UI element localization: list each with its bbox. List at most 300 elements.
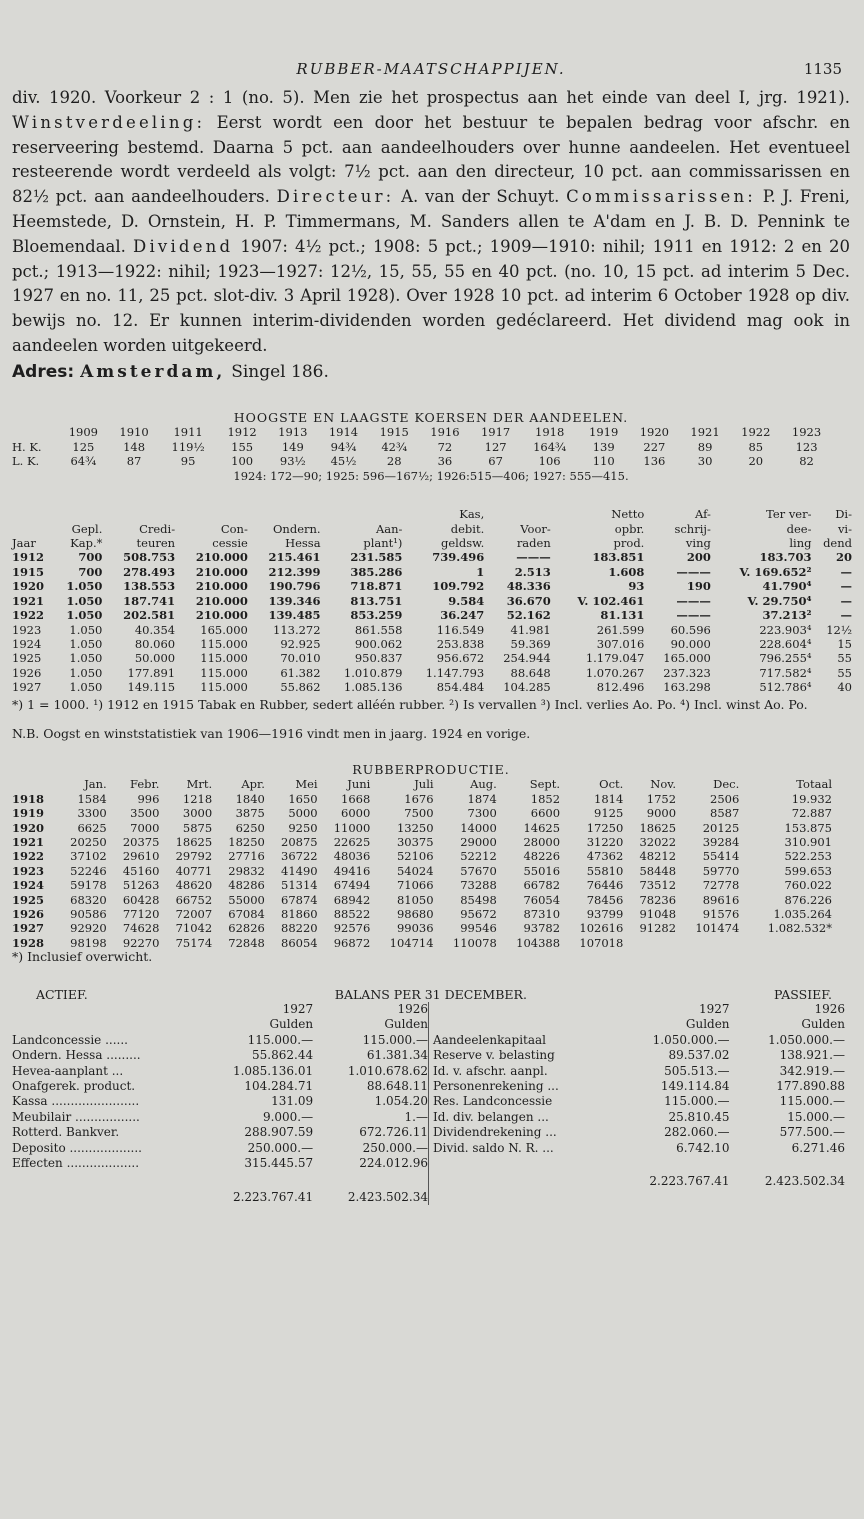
financial-cell: 190.796 xyxy=(268,579,321,594)
financial-cell: 1.050 xyxy=(69,622,103,637)
koersen-year: 1914 xyxy=(328,425,359,440)
rubber-cell: 74628 xyxy=(122,921,160,936)
financial-row xyxy=(12,680,852,694)
financial-row xyxy=(12,623,852,637)
rubber-cell: 58448 xyxy=(639,863,677,878)
rubber-cell: 67874 xyxy=(281,892,318,907)
rubber-cell: 81860 xyxy=(281,907,318,922)
rubber-month-header: Aug. xyxy=(470,777,497,792)
rubber-cell: 101474 xyxy=(695,921,740,936)
rubber-month-header: Mrt. xyxy=(186,777,213,792)
actief-item-1927: 288.907.59 xyxy=(244,1125,314,1140)
rubber-cell: 91576 xyxy=(702,907,740,922)
financial-cell: 210.000 xyxy=(195,550,248,565)
rubber-cell: 22625 xyxy=(333,834,371,849)
passief-unit-1926: Gulden xyxy=(801,1017,845,1032)
financial-header-cell: Netto xyxy=(611,507,645,522)
rubber-cell: 68942 xyxy=(333,892,371,907)
financial-header-cell: debit. xyxy=(450,521,485,536)
koersen-high-value: 125 xyxy=(72,439,95,454)
financial-cell: 183.851 xyxy=(592,550,645,565)
financial-cell: ——— xyxy=(676,564,711,579)
financial-cell: 9.584 xyxy=(448,593,485,608)
koersen-high-value: 72 xyxy=(437,439,453,454)
financial-row xyxy=(12,565,852,579)
koersen-year: 1915 xyxy=(379,425,409,440)
rubber-cell: 1814 xyxy=(594,791,624,806)
rubber-cell: 29792 xyxy=(175,849,213,864)
financial-header-cell: Af- xyxy=(695,507,711,522)
financial-header-cell xyxy=(12,522,52,536)
financial-cell: 1922 xyxy=(12,608,45,623)
actief-item-1926: 672.726.11 xyxy=(359,1125,428,1140)
passief-row xyxy=(433,1033,845,1048)
financial-cell: 254.944 xyxy=(503,651,551,666)
passief-item-1927: 115.000.— xyxy=(664,1094,730,1109)
rubber-cell: 1.035.264 xyxy=(773,907,832,922)
rubber-month-header: Mei xyxy=(295,777,318,792)
financial-row xyxy=(12,579,852,593)
passief-item-name: Personenrekening ... xyxy=(433,1079,559,1094)
financial-cell: 1.085.136 xyxy=(343,680,403,695)
koersen-high-value: 42¾ xyxy=(381,439,408,454)
rubber-cell: 107018 xyxy=(579,935,624,950)
rubber-cell: 1921 xyxy=(12,834,45,849)
passief-item-1927: 1.050.000.— xyxy=(652,1032,730,1047)
financial-header-cell: Ter ver- xyxy=(766,507,812,522)
koersen-low-value: 82 xyxy=(799,454,814,469)
rubber-cell: 48286 xyxy=(228,878,265,893)
rubber-cell: 96872 xyxy=(333,935,371,950)
rubber-title: RUBBERPRODUCTIE. xyxy=(352,761,510,777)
actief-column xyxy=(12,1002,428,1205)
passief-item-1926: 6.271.46 xyxy=(791,1140,845,1155)
actief-unit-row xyxy=(12,1017,428,1032)
financial-cell: 253.838 xyxy=(436,636,485,651)
financial-header-cell: Credi- xyxy=(139,521,176,536)
financial-cell: 20 xyxy=(835,550,852,565)
koersen-high-value: 149 xyxy=(281,439,304,454)
running-title: RUBBER-MAATSCHAPPIJEN. xyxy=(296,60,566,78)
rubber-cell: 48226 xyxy=(523,849,561,864)
rubber-row xyxy=(12,792,832,806)
financial-cell: 812.496 xyxy=(596,680,645,695)
financial-cell: 113.272 xyxy=(273,622,321,637)
financial-cell: 55 xyxy=(837,651,852,666)
actief-item-1926: 1.— xyxy=(404,1109,428,1124)
actief-row xyxy=(12,1110,428,1125)
passief-item-name: Aandeelenkapitaal xyxy=(433,1032,547,1047)
financial-cell: 1.608 xyxy=(608,564,645,579)
rubber-cell: 92920 xyxy=(70,921,107,936)
rubber-cell: 59770 xyxy=(702,863,740,878)
rubber-cell: 599.653 xyxy=(784,863,832,878)
financial-cell: 50.000 xyxy=(134,651,176,666)
financial-cell: V. 169.652² xyxy=(739,564,812,579)
rubber-cell: 93782 xyxy=(523,921,561,936)
actief-item-1927: 55.862.44 xyxy=(252,1048,314,1063)
koersen-low-value: 64¾ xyxy=(70,454,97,469)
balance-columns xyxy=(12,1002,850,1205)
passief-row xyxy=(433,1110,845,1125)
rubber-cell: 5000 xyxy=(288,806,318,821)
rubber-cell: 14625 xyxy=(523,820,561,835)
rubber-row xyxy=(12,921,832,935)
actief-unit-1926: Gulden xyxy=(384,1017,428,1032)
financial-cell: 138.553 xyxy=(123,579,176,594)
rubber-cell: 1923 xyxy=(12,863,45,878)
rubber-cell: 59178 xyxy=(70,878,107,893)
rubber-cell: 92270 xyxy=(122,935,160,950)
financial-cell: 41.790⁴ xyxy=(762,579,812,594)
rubber-cell: 78456 xyxy=(586,892,624,907)
koersen-year: 1922 xyxy=(741,425,771,440)
rubber-cell: 67084 xyxy=(228,907,265,922)
financial-cell: 12½ xyxy=(826,622,852,637)
actief-row xyxy=(12,1156,428,1171)
passief-item-1926: 138.921.— xyxy=(779,1048,845,1063)
financial-cell: 104.285 xyxy=(503,680,551,695)
address-street: Singel 186. xyxy=(231,361,329,382)
actief-item-name: Rotterd. Bankver. xyxy=(12,1125,120,1140)
rubber-cell xyxy=(739,936,832,950)
actief-item-1926: 1.010.678.62 xyxy=(347,1063,428,1078)
financial-cell: 165.000 xyxy=(200,622,248,637)
passief-unit-row xyxy=(433,1017,845,1032)
rubber-cell: 20375 xyxy=(122,834,160,849)
financial-cell: — xyxy=(840,593,852,608)
koersen-extra: 1924: 172—90; 1925: 596—167½; 1926:515—406; 1927: 555—415. xyxy=(233,468,629,483)
rubber-cell: 104388 xyxy=(516,935,561,950)
financial-header-cell: plant¹) xyxy=(363,536,403,551)
rubber-cell: 153.875 xyxy=(784,820,832,835)
rubber-month-header: Oct. xyxy=(599,777,624,792)
financial-cell: 861.558 xyxy=(354,622,403,637)
financial-cell: — xyxy=(840,579,852,594)
rubber-cell: 2506 xyxy=(710,791,740,806)
financial-cell: 1.179.047 xyxy=(585,651,645,666)
rubber-header-row xyxy=(12,777,832,791)
passief-item-1926: 342.919.— xyxy=(779,1063,845,1078)
koersen-low-label: L. K. xyxy=(12,454,40,469)
koersen-years-row xyxy=(12,425,832,440)
rubber-cell: 48212 xyxy=(639,849,677,864)
directeur-text: A. van der Schuyt. xyxy=(401,187,560,207)
rubber-cell: 310.901 xyxy=(784,834,832,849)
koersen-high-value: 148 xyxy=(123,439,146,454)
koersen-low-value: 30 xyxy=(697,454,713,469)
rubber-month-header: Nov. xyxy=(650,777,677,792)
financial-cell: 177.891 xyxy=(127,665,176,680)
financial-cell: 212.399 xyxy=(268,564,321,579)
financial-header-cell: opbr. xyxy=(614,521,645,536)
financial-cell: V. 29.750⁴ xyxy=(747,593,812,608)
actief-item-1927: 104.284.71 xyxy=(244,1079,314,1094)
rubber-row xyxy=(12,864,832,878)
passief-row xyxy=(433,1079,845,1094)
actief-total-blank xyxy=(12,1172,198,1205)
rubber-cell: 9250 xyxy=(288,820,318,835)
actief-total-1926: 2.423.502.34 xyxy=(347,1189,428,1204)
financial-cell: 55 xyxy=(837,665,852,680)
commissarissen-text: P. J. Freni, Heemstede, D. Ornstein, H. P. Timmermans, M. Sanders allen te A'dam en J. B. D. Pennink te Bloemendaal. xyxy=(12,187,850,256)
rubber-cell: 45160 xyxy=(122,863,160,878)
financial-cell: 210.000 xyxy=(195,579,248,594)
rubber-cell: 876.226 xyxy=(784,892,832,907)
passief-blank xyxy=(433,1002,614,1017)
rubber-cell: 72778 xyxy=(702,878,740,893)
financial-cell: 700 xyxy=(78,550,103,565)
rubber-cell xyxy=(676,936,739,950)
rubber-row xyxy=(12,893,832,907)
financial-cell: 1.050 xyxy=(69,636,103,651)
koersen-year: 1909 xyxy=(68,425,98,440)
rubber-cell: 1218 xyxy=(182,791,213,806)
financial-header-cell: Con- xyxy=(220,521,248,536)
financial-header-cell: geldsw. xyxy=(441,536,485,551)
rubber-cell: 20250 xyxy=(70,834,107,849)
actief-row xyxy=(12,1079,428,1094)
passief-item-name: Id. v. afschr. aanpl. xyxy=(433,1063,548,1078)
financial-cell: 385.286 xyxy=(350,564,403,579)
rubber-cell: 102616 xyxy=(579,921,624,936)
financial-cell: 93 xyxy=(628,579,645,594)
passief-year-row xyxy=(433,1002,845,1017)
passief-unit-1927: Gulden xyxy=(685,1017,730,1032)
rubber-cell: 1928 xyxy=(12,935,45,950)
financial-cell: 223.903⁴ xyxy=(759,622,812,637)
rubber-cell: 1918 xyxy=(12,791,45,806)
financial-cell: 163.298 xyxy=(663,680,711,695)
rubber-cell: 51314 xyxy=(281,878,318,893)
koersen-low-value: 93½ xyxy=(279,454,306,469)
winstverdeeling-text: Eerst wordt een door het bestuur te bepalen bedrag voor afschr. en reserveering bestemd. Daarna 5 pct. aan aandeelhouders over hunne aandeelen. Het eventueel resteerende wordt verdeeld als volgt: 7½ pct. aan den directeur, 10 pct. aan commissarissen en 82½ pct. aan aandeelhouders. xyxy=(12,112,850,207)
rubber-cell: 20875 xyxy=(281,834,318,849)
rubber-cell: 7000 xyxy=(130,820,160,835)
koersen-year: 1921 xyxy=(690,425,720,440)
passief-item-1926: 577.500.— xyxy=(779,1125,845,1140)
rubber-row xyxy=(12,821,832,835)
actief-item-name: Effecten ................... xyxy=(12,1156,140,1171)
financial-table xyxy=(12,507,852,694)
financial-cell: 1.147.793 xyxy=(425,665,485,680)
koersen-low-value: 106 xyxy=(538,454,561,469)
financial-cell: 15 xyxy=(837,636,852,651)
financial-cell: 231.585 xyxy=(350,550,403,565)
koersen-high-row xyxy=(12,440,832,455)
directeur-label: Directeur: xyxy=(276,187,395,207)
rubber-cell: 28000 xyxy=(523,834,561,849)
financial-cell: 854.484 xyxy=(436,680,485,695)
financial-cell: 956.672 xyxy=(436,651,485,666)
actief-year-1926: 1926 xyxy=(397,1002,428,1017)
koersen-high-value: 119½ xyxy=(171,439,205,454)
financial-header-cell: Kas, xyxy=(459,507,485,522)
financial-cell: ——— xyxy=(676,608,711,623)
actief-item-1927: 1.085.136.01 xyxy=(232,1063,314,1078)
rubber-row xyxy=(12,849,832,863)
actief-item-1926: 88.648.11 xyxy=(366,1079,428,1094)
rubber-cell xyxy=(623,936,676,950)
rubber-cell: 89616 xyxy=(702,892,740,907)
koersen-table xyxy=(12,425,832,469)
financial-header-cell xyxy=(12,507,52,521)
rubber-month-header: Jan. xyxy=(84,777,107,792)
financial-cell: 90.000 xyxy=(670,636,711,651)
rubber-cell: 55414 xyxy=(702,849,740,864)
financial-row xyxy=(12,550,852,564)
actief-year-1927: 1927 xyxy=(282,1002,314,1017)
financial-cell: 278.493 xyxy=(123,564,176,579)
rubber-cell: 3500 xyxy=(130,806,160,821)
koersen-year: 1920 xyxy=(639,425,669,440)
rubber-cell: 31220 xyxy=(586,834,624,849)
passief-column xyxy=(428,1002,845,1205)
actief-item-name: Meubilair ................. xyxy=(12,1109,140,1124)
financial-cell: 215.461 xyxy=(268,550,321,565)
rubber-cell: 1650 xyxy=(288,791,318,806)
rubber-cell: 39284 xyxy=(702,834,740,849)
koersen-high-label: H. K. xyxy=(12,439,42,454)
rubber-cell: 51263 xyxy=(122,878,160,893)
rubber-cell: 55000 xyxy=(228,892,265,907)
financial-header-cell xyxy=(248,507,321,521)
passief-heading: PASSIEF. xyxy=(774,986,832,1002)
passief-item-1926: 115.000.— xyxy=(779,1094,845,1109)
financial-cell: 2.513 xyxy=(514,564,551,579)
financial-cell: 70.010 xyxy=(280,651,321,666)
financial-cell: 261.599 xyxy=(596,622,645,637)
koersen-year: 1917 xyxy=(480,425,511,440)
financial-cell: ——— xyxy=(516,550,551,565)
rubber-month-header: Sept. xyxy=(529,777,561,792)
financial-header-cell: schrij- xyxy=(674,521,711,536)
passief-item-name: Reserve v. belasting xyxy=(433,1048,555,1063)
nb-note: N.B. Oogst en winststatistiek van 1906—1916 vindt men in jaarg. 1924 en vorige. xyxy=(12,725,531,741)
rubber-cell: 40771 xyxy=(175,863,213,878)
financial-cell: 139.346 xyxy=(268,593,321,608)
financial-cell: 88.648 xyxy=(510,665,551,680)
rubber-cell: 1668 xyxy=(341,791,371,806)
financial-cell: 1.050 xyxy=(66,593,103,608)
financial-cell: — xyxy=(840,564,852,579)
financial-cell: 41.981 xyxy=(510,622,551,637)
actief-unit-1927: Gulden xyxy=(269,1017,314,1032)
rubber-cell: 76446 xyxy=(586,878,624,893)
financial-cell: 307.016 xyxy=(596,636,645,651)
financial-cell: 1.010.879 xyxy=(343,665,403,680)
passief-item-1927: 89.537.02 xyxy=(668,1048,730,1063)
rubber-cell: 72.887 xyxy=(791,806,832,821)
rubber-cell: 1840 xyxy=(235,791,265,806)
financial-cell: 1912 xyxy=(12,550,45,565)
financial-header-row xyxy=(12,522,852,536)
passief-total-blank xyxy=(433,1156,614,1189)
running-header xyxy=(12,0,850,78)
rubber-month-header: Totaal xyxy=(796,777,832,792)
rubber-cell: 72007 xyxy=(175,907,213,922)
financial-cell: 228.604⁴ xyxy=(759,636,812,651)
passief-year-1926: 1926 xyxy=(814,1002,845,1017)
actief-item-name: Ondern. Hessa ......... xyxy=(12,1048,141,1063)
financial-header-cell xyxy=(102,507,175,521)
passief-item-name: Divid. saldo N. R. ... xyxy=(433,1140,554,1155)
financial-cell: 80.060 xyxy=(134,636,176,651)
address-line xyxy=(12,359,850,385)
financial-footnotes: *) 1 = 1000. ¹) 1912 en 1915 Tabak en Rubber, sedert alléén rubber. ²) Is vervallen ³) Incl. verlies Ao. Po. ⁴) Incl. winst Ao. Po. xyxy=(12,696,808,712)
koersen-year: 1911 xyxy=(173,425,203,440)
commissarissen-label: Commissarissen: xyxy=(566,187,757,207)
financial-cell: 202.581 xyxy=(123,608,176,623)
financial-cell: 40.354 xyxy=(134,622,176,637)
rubber-cell: 73512 xyxy=(639,878,677,893)
rubber-cell: 14000 xyxy=(460,820,497,835)
financial-cell: — xyxy=(840,608,852,623)
financial-cell: 1.050 xyxy=(69,680,103,695)
rubber-cell: 30375 xyxy=(396,834,434,849)
rubber-cell: 85498 xyxy=(460,892,497,907)
financial-row xyxy=(12,666,852,680)
actief-blank xyxy=(12,1017,198,1032)
rubber-cell: 48036 xyxy=(333,849,371,864)
financial-cell: 718.871 xyxy=(350,579,403,594)
rubber-cell: 11000 xyxy=(333,820,371,835)
actief-table xyxy=(12,1002,428,1205)
passief-blank xyxy=(433,1017,614,1032)
rubber-cell: 76054 xyxy=(523,892,561,907)
koersen-year: 1919 xyxy=(589,425,619,440)
rubber-cell: 67494 xyxy=(333,878,371,893)
financial-cell: 37.213² xyxy=(762,608,812,623)
rubber-cell: 99546 xyxy=(460,921,497,936)
actief-total-row xyxy=(12,1172,428,1205)
financial-cell: 717.582⁴ xyxy=(759,665,812,680)
financial-cell: V. 102.461 xyxy=(577,593,645,608)
rubber-cell: 73288 xyxy=(460,878,497,893)
rubber-cell: 29610 xyxy=(122,849,160,864)
rubber-cell: 9125 xyxy=(594,806,624,821)
actief-item-1926: 61.381.34 xyxy=(366,1048,428,1063)
financial-cell: 796.255⁴ xyxy=(759,651,812,666)
financial-cell: 200 xyxy=(686,550,711,565)
passief-total-1927: 2.223.767.41 xyxy=(649,1174,730,1189)
rubber-cell: 522.253 xyxy=(784,849,832,864)
koersen-low-value: 67 xyxy=(488,454,503,469)
rubber-cell: 18250 xyxy=(228,834,265,849)
rubber-cell: 20125 xyxy=(702,820,740,835)
financial-header-cell: raden xyxy=(516,536,551,551)
koersen-low-value: 136 xyxy=(643,454,666,469)
financial-header-cell xyxy=(321,507,403,521)
rubber-cell: 77120 xyxy=(122,907,160,922)
passief-item-1927: 282.060.— xyxy=(664,1125,730,1140)
financial-cell: 237.323 xyxy=(663,665,711,680)
passief-item-1926: 15.000.— xyxy=(787,1109,845,1124)
financial-header-cell: Kap.* xyxy=(70,536,103,551)
koersen-high-value: 139 xyxy=(592,439,615,454)
financial-cell: 115.000 xyxy=(200,680,248,695)
rubber-cell: 6625 xyxy=(77,820,107,835)
actief-item-name: Deposito ................... xyxy=(12,1140,142,1155)
rubber-section xyxy=(12,763,850,965)
financial-cell: 853.259 xyxy=(350,608,403,623)
rubber-cell: 29000 xyxy=(460,834,497,849)
balance-title: BALANS PER 31 DECEMBER. xyxy=(334,986,527,1002)
passief-item-1927: 6.742.10 xyxy=(676,1140,730,1155)
rubber-cell: 7300 xyxy=(467,806,497,821)
financial-cell: 190 xyxy=(686,579,711,594)
financial-header-row xyxy=(12,507,852,521)
